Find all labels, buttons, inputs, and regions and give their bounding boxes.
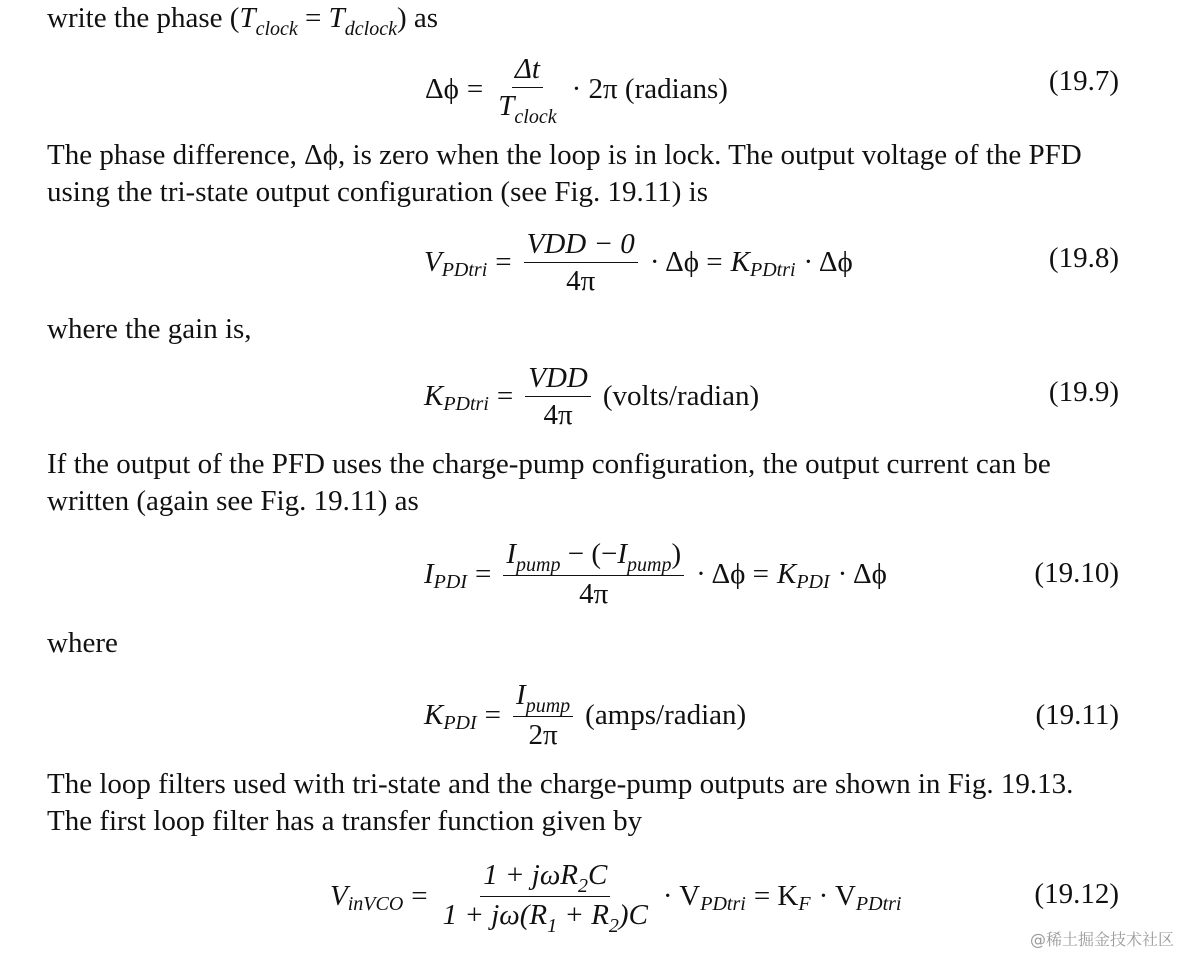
fraction: $\frac{\text{VDD}}{4\pi}$ [525,361,591,432]
fraction: $\frac{1 + j\omega R_2C}{1 + j\omega(R_1 + R_2)C}$ [442,859,648,937]
equation-19-8: V PDtri = $\frac{\text{VDD − 0}}{4\pi}$ · Δϕ = K PDtri · Δϕ [424,228,853,297]
paragraph-gain: where the gain is, [47,313,252,345]
fraction: $\frac{I_{pump}}{2\pi}$ [513,678,573,752]
equation-number-19-7: (19.7) [1048,65,1119,97]
equation-number-19-12: (19.12) [1034,878,1119,910]
watermark: @稀土掘金技术社区 [1029,930,1174,949]
paragraph-phase-difference: The phase difference, Δϕ, is zero when the loop is in lock. The output voltage of the PFD using the tri-state output configuration (see Fig. 19.11) is [47,139,1082,208]
paragraph-loop-filters: The loop filters used with tri-state and the charge-pump outputs are shown in Fig. 19.13. The first loop filter has a transfer function given by [47,768,1074,837]
fraction: $\frac{\text{VDD − 0}}{4\pi}$ [524,227,638,298]
equation-number-19-8: (19.8) [1048,242,1119,274]
equation-number-19-11: (19.11) [1035,699,1119,731]
equation-19-9: K PDtri = $\frac{\text{VDD}}{4\pi}$ (volts/radian) [424,362,760,431]
paragraph-phase-intro: write the phase $(T_{clock} = T_{dclock})$ as [47,2,439,40]
equation-19-12: V inVCO = $\frac{1 + j\omega R_2C}{1 + j\omega(R_1 + R_2)C}$ · V PDtri = K F · V PDtri [330,859,902,937]
paragraph-where: where [47,627,118,659]
fraction: $\frac{\Delta t}{T_{clock}}$ [498,53,557,128]
equation-number-19-9: (19.9) [1048,376,1119,408]
fraction: $\frac{I_{pump} - (-I_{pump})}{4\pi}$ [503,537,684,611]
equation-number-19-10: (19.10) [1034,557,1119,589]
paragraph-charge-pump: If the output of the PFD uses the charge-pump configuration, the output current can be written (again see Fig. 19.11) as [47,448,1051,517]
equation-19-11: K PDI = $\frac{I_{pump}}{2\pi}$ (amps/radian) [424,679,747,751]
equation-19-10: I PDI = $\frac{I_{pump} - (-I_{pump})}{4\pi}$ · Δϕ = K PDI · Δϕ [424,538,887,610]
equation-19-7: Δϕ = $\frac{\Delta t}{T_{clock}}$ · 2π (radians) [425,53,728,128]
